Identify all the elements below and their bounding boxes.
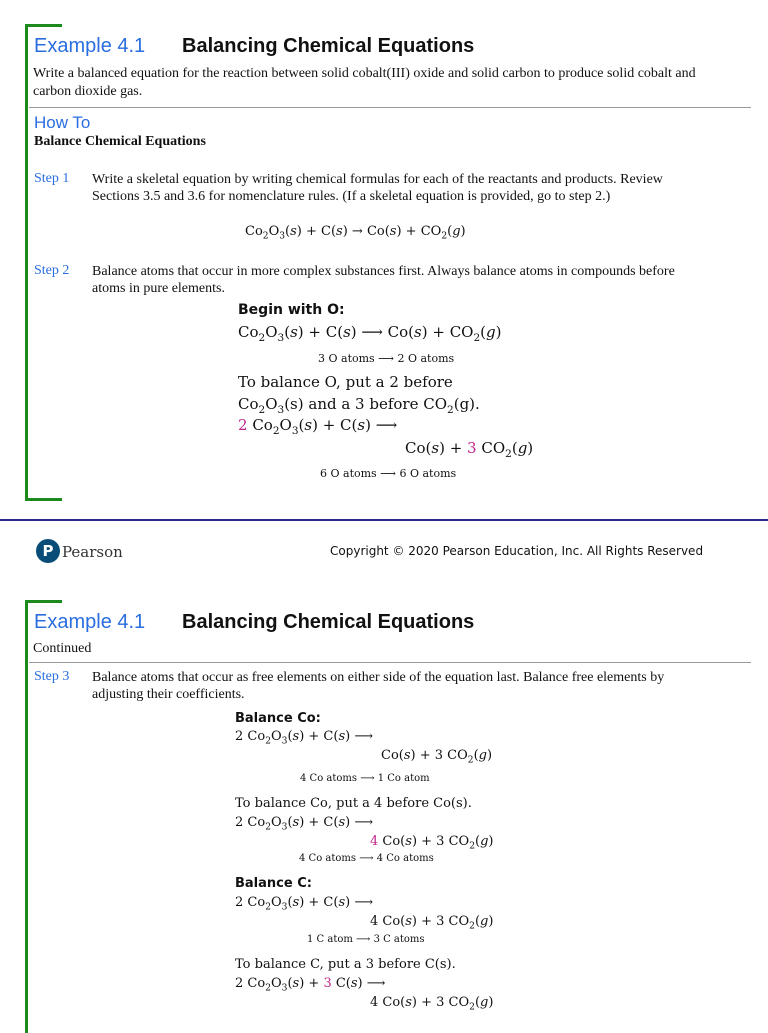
co-note: To balance Co, put a 4 before Co(s). bbox=[235, 796, 472, 811]
co-equation1-right: Co(s) + 3 $CO_2(g)$ bbox=[381, 748, 493, 766]
step2-text-line1: Balance atoms that occur in more complex substances first. Always balance atoms in compounds before bbox=[92, 264, 675, 279]
step1-text-line2: Sections 3.5 and 3.6 for nomenclature rules. (If a skeletal equation is provided, go to step 2.) bbox=[92, 189, 611, 204]
example-bracket-continued bbox=[25, 600, 62, 1033]
howto-subtitle: Balance Chemical Equations bbox=[34, 134, 206, 149]
step2-heading: Begin with O: bbox=[238, 302, 345, 318]
example-number-continued: Example 4.1 bbox=[34, 611, 146, 633]
balance-co-heading: Balance Co: bbox=[235, 711, 321, 726]
step1-label: Step 1 bbox=[34, 171, 70, 186]
step3-label: Step 3 bbox=[34, 669, 70, 684]
o-atom-count-2: 6 O atoms ⟶ 6 O atoms bbox=[320, 467, 457, 480]
example-title: Balancing Chemical Equations bbox=[182, 35, 475, 57]
skeletal-equation: $Co_2O_3(s) + C(s) \to Co(s) + CO_2(g)$ bbox=[245, 224, 466, 242]
slide-divider bbox=[0, 519, 768, 521]
o-atom-count-1: 3 O atoms ⟶ 2 O atoms bbox=[318, 352, 455, 365]
step2-note-line2: $Co_2O_3(s)$ and a 3 before $CO_2(g)$. bbox=[238, 395, 480, 416]
step3-text-line1: Balance atoms that occur as free elements on either side of the equation last. Balance free elements by bbox=[92, 670, 665, 685]
step1-text-line1: Write a skeletal equation by writing chemical formulas for each of the reactants and products. Review bbox=[92, 172, 663, 187]
co-equation2-left: 2 $Co_2O_3(s) + C(s)$ ⟶ bbox=[235, 815, 373, 833]
co-atom-count-1: 4 Co atoms ⟶ 1 Co atom bbox=[300, 773, 430, 784]
c-equation2-right: 4 Co(s) + 3 $CO_2(g)$ bbox=[370, 995, 494, 1013]
c-equation1-right: 4 Co(s) + 3 $CO_2(g)$ bbox=[370, 914, 494, 932]
pearson-brand: Pearson bbox=[62, 543, 123, 561]
step2-text-line2: atoms in pure elements. bbox=[92, 281, 225, 296]
step2-equation1: $Co_2O_3(s) + C(s)$ ⟶ $Co(s) + CO_2(g)$ bbox=[238, 323, 502, 344]
c-equation2-left: 2 $Co_2O_3(s) + 3$ C(s) ⟶ bbox=[235, 976, 386, 994]
co-equation1-left: 2 $Co_2O_3(s) + C(s)$ ⟶ bbox=[235, 729, 373, 747]
continued-label: Continued bbox=[33, 641, 92, 656]
c-equation1-left: 2 $Co_2O_3(s) + C(s)$ ⟶ bbox=[235, 895, 373, 913]
step2-note-line1: To balance O, put a 2 before bbox=[238, 373, 453, 391]
c-atom-count-1: 1 C atom ⟶ 3 C atoms bbox=[307, 934, 425, 945]
step3-text-line2: adjusting their coefficients. bbox=[92, 687, 245, 702]
co-equation2-right: 4 Co(s) + 3 $CO_2(g)$ bbox=[370, 834, 494, 852]
step2-equation2-right: Co(s) + 3 $CO_2(g)$ bbox=[405, 439, 534, 460]
c-note: To balance C, put a 3 before C(s). bbox=[235, 957, 456, 972]
section-divider-continued bbox=[29, 662, 751, 663]
pearson-logo-icon: P bbox=[36, 539, 60, 563]
example-number: Example 4.1 bbox=[34, 35, 146, 57]
step2-label: Step 2 bbox=[34, 263, 70, 278]
balance-c-heading: Balance C: bbox=[235, 876, 312, 891]
problem-statement-line2: carbon dioxide gas. bbox=[33, 84, 143, 99]
section-divider bbox=[29, 107, 751, 108]
problem-statement-line1: Write a balanced equation for the reaction between solid cobalt(III) oxide and solid carbon to produce solid cobalt and bbox=[33, 66, 696, 81]
example-title-continued: Balancing Chemical Equations bbox=[182, 611, 475, 633]
step2-equation2-left: 2 $Co_2O_3(s) + C(s)$ ⟶ bbox=[238, 416, 398, 437]
copyright-text: Copyright © 2020 Pearson Education, Inc. All Rights Reserved bbox=[330, 544, 704, 558]
co-atom-count-2: 4 Co atoms ⟶ 4 Co atoms bbox=[299, 853, 434, 864]
howto-label: How To bbox=[34, 113, 91, 132]
